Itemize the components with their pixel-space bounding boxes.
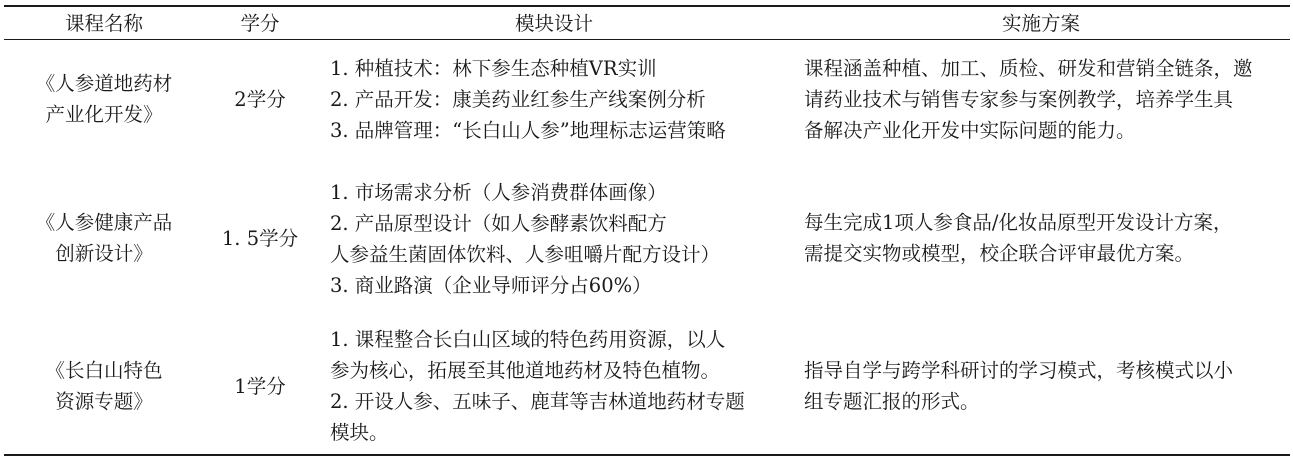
course-table (4, 5, 1290, 456)
header-course-name: 课程名称 (4, 6, 204, 40)
module-line: 2. 产品开发：康美药业红参生产线案例分析 (330, 87, 706, 111)
course-name-line: 《人参道地药材 (35, 72, 173, 95)
implementation-plan-cell (792, 40, 1290, 159)
header-credit: 学分 (204, 6, 316, 40)
header-module-design: 模块设计 (316, 6, 792, 40)
course-name-cell (4, 318, 204, 455)
course-name-cell (4, 158, 204, 318)
module-design-cell (316, 40, 792, 159)
module-line: 3. 商业路演（企业导师评分占60%） (330, 274, 652, 297)
plan-line: 指导自学与跨学科研讨的学习模式，考核模式以小 (804, 359, 1234, 382)
implementation-plan-cell (792, 318, 1290, 455)
plan-line: 组专题汇报的形式。 (804, 390, 980, 413)
plan-line: 课程涵盖种植、加工、质检、研发和营销全链条，邀 (804, 56, 1253, 80)
module-line: 3. 品牌管理：“长白山人参”地理标志运营策略 (330, 118, 726, 142)
header-implementation-plan: 实施方案 (792, 6, 1290, 40)
plan-line: 请药业技术与销售专家参与案例教学，培养学生具 (804, 87, 1234, 111)
module-line: 模块。 (330, 421, 389, 444)
module-line: 人参益生菌固体饮料、人参咀嚼片配方设计） (330, 243, 721, 266)
table-row (4, 158, 1290, 318)
module-design-cell (316, 318, 792, 455)
module-line: 1. 课程整合长白山区域的特色药用资源，以人 (330, 328, 726, 351)
module-line: 2. 产品原型设计（如人参酵素饮料配方 (330, 212, 667, 235)
course-name-line: 资源专题》 (55, 390, 153, 413)
plan-line: 每生完成1项人参食品/化妆品原型开发设计方案， (804, 211, 1233, 234)
module-line: 1. 种植技术：林下参生态种植VR实训 (330, 56, 657, 80)
plan-line: 备解决产业化开发中实际问题的能力。 (804, 118, 1136, 142)
course-name-line: 《人参健康产品 (35, 211, 173, 234)
course-name-cell (4, 40, 204, 159)
table-header-row (4, 6, 1290, 40)
table-row (4, 40, 1290, 159)
credit-cell: 1. 5学分 (221, 226, 299, 250)
course-name-line: 产业化开发》 (45, 103, 163, 126)
credit-cell: 2学分 (234, 87, 286, 111)
module-line: 参为核心，拓展至其他道地药材及特色植物。 (330, 359, 721, 382)
course-name-line: 《长白山特色 (45, 359, 163, 382)
course-name-line: 创新设计》 (55, 242, 153, 265)
module-line: 1. 市场需求分析（人参消费群体画像） (330, 181, 667, 204)
implementation-plan-cell (792, 158, 1290, 318)
plan-line: 需提交实物或模型，校企联合评审最优方案。 (804, 242, 1195, 265)
table-row (4, 318, 1290, 455)
module-line: 2. 开设人参、五味子、鹿茸等吉林道地药材专题 (330, 390, 745, 413)
credit-cell: 1学分 (204, 318, 316, 455)
module-design-cell (316, 158, 792, 318)
